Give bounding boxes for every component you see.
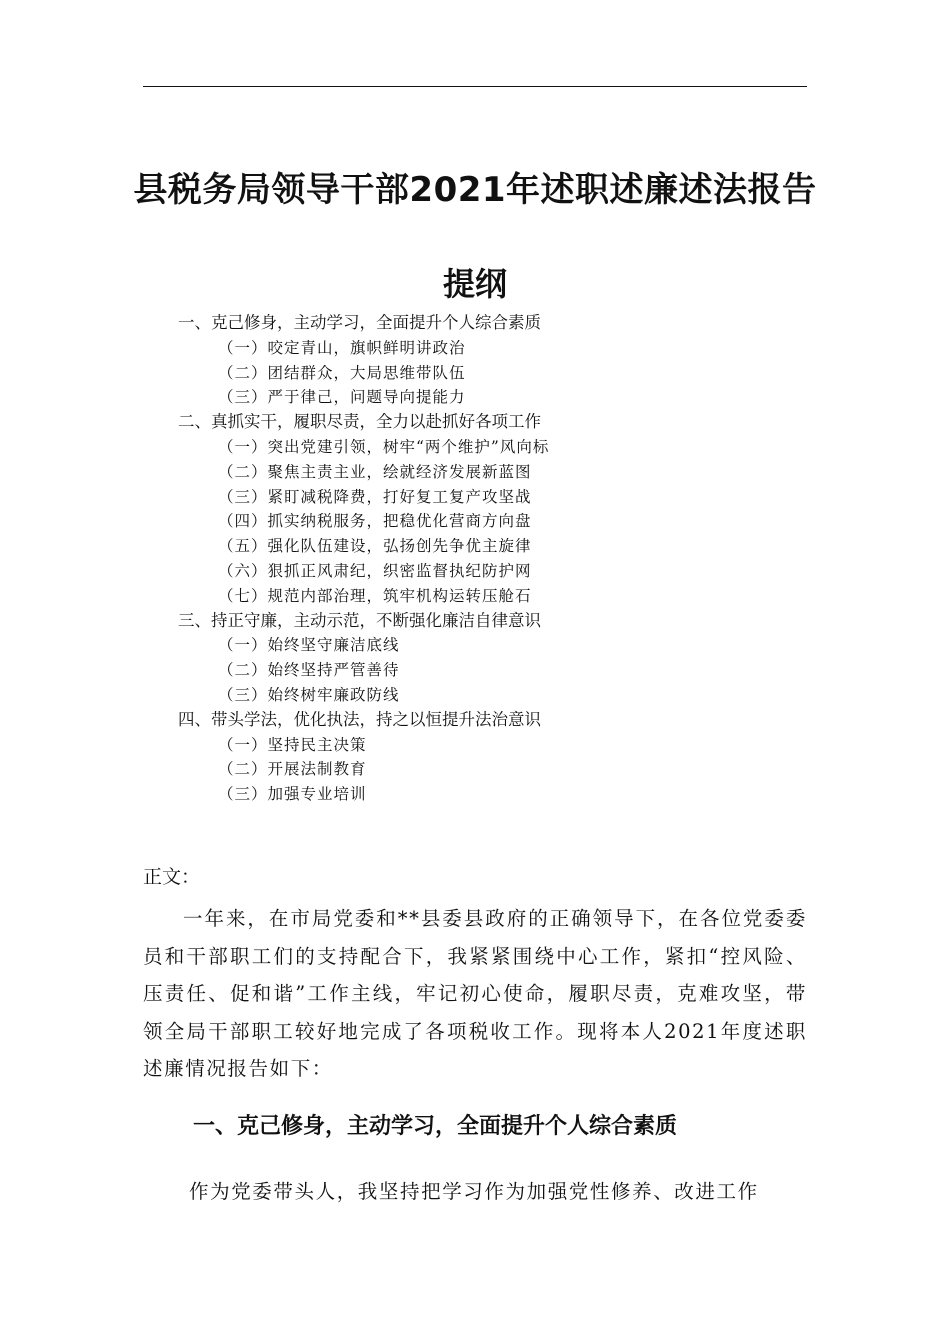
outline-item: （一）坚持民主决策	[218, 735, 367, 754]
outline-item: （一）咬定青山，旗帜鲜明讲政治	[218, 338, 466, 357]
intro-paragraph: 一年来，在市局党委和**县委县政府的正确领导下，在各位党委委员和干部职工们的支持配合下，我紧紧围绕中心工作，紧扣“控风险、压责任、促和谐”工作主线，牢记初心使命，履职尽责，克难攻坚，带领全局干部职工较好地完成了各项税收工作。现将本人2021年度述职述廉情况报告如下：	[143, 907, 807, 1080]
outline-item: （二）始终坚持严管善待	[218, 661, 400, 680]
outline-section-label: 一、克己修身，主动学习，全面提升个人综合素质	[178, 313, 541, 332]
outline-section	[178, 708, 818, 807]
document-title: 县税务局领导干部2021年述职述廉述法报告	[133, 170, 817, 210]
outline-item: （三）严于律己，问题导向提能力	[218, 388, 466, 407]
outline-section-label: 四、带头学法，优化执法，持之以恒提升法治意识	[178, 709, 541, 729]
outline-item: （三）紧盯减税降费，打好复工复产攻坚战	[218, 487, 532, 506]
outline-item: （二）开展法制教育	[218, 760, 367, 779]
outline-heading: 提纲	[442, 265, 507, 303]
outline-list	[178, 311, 818, 807]
outline-item: （一）始终坚守廉洁底线	[218, 636, 400, 655]
outline-section-label: 二、真抓实干，履职尽责，全力以赴抓好各项工作	[178, 412, 541, 432]
outline-item: （二）聚焦主责主业，绘就经济发展新蓝图	[218, 462, 532, 481]
outline-item: （二）团结群众，大局思维带队伍	[218, 363, 466, 382]
outline-item: （三）加强专业培训	[218, 785, 367, 804]
outline-item: （五）强化队伍建设，弘扬创先争优主旋律	[218, 537, 532, 556]
outline-item: （七）规范内部治理，筑牢机构运转压舱石	[218, 586, 532, 605]
outline-item: （一）突出党建引领，树牢“两个维护”风向标	[218, 437, 550, 456]
outline-item: （六）狠抓正风肃纪，织密监督执纪防护网	[218, 561, 532, 580]
outline-item: （四）抓实纳税服务，把稳优化营商方向盘	[218, 512, 532, 531]
outline-section-label: 三、持正守廉，主动示范，不断强化廉洁自律意识	[178, 610, 541, 630]
outline-item: （三）始终树牢廉政防线	[218, 685, 400, 704]
outline-section	[178, 311, 818, 410]
body-label: 正文：	[143, 866, 201, 888]
section-heading: 一、克己修身，主动学习，全面提升个人综合素质	[193, 1114, 678, 1139]
header-rule	[143, 86, 807, 87]
section-paragraph: 作为党委带头人，我坚持把学习作为加强党性修养、改进工作	[189, 1180, 759, 1203]
outline-section	[178, 609, 818, 708]
outline-section	[178, 410, 818, 608]
